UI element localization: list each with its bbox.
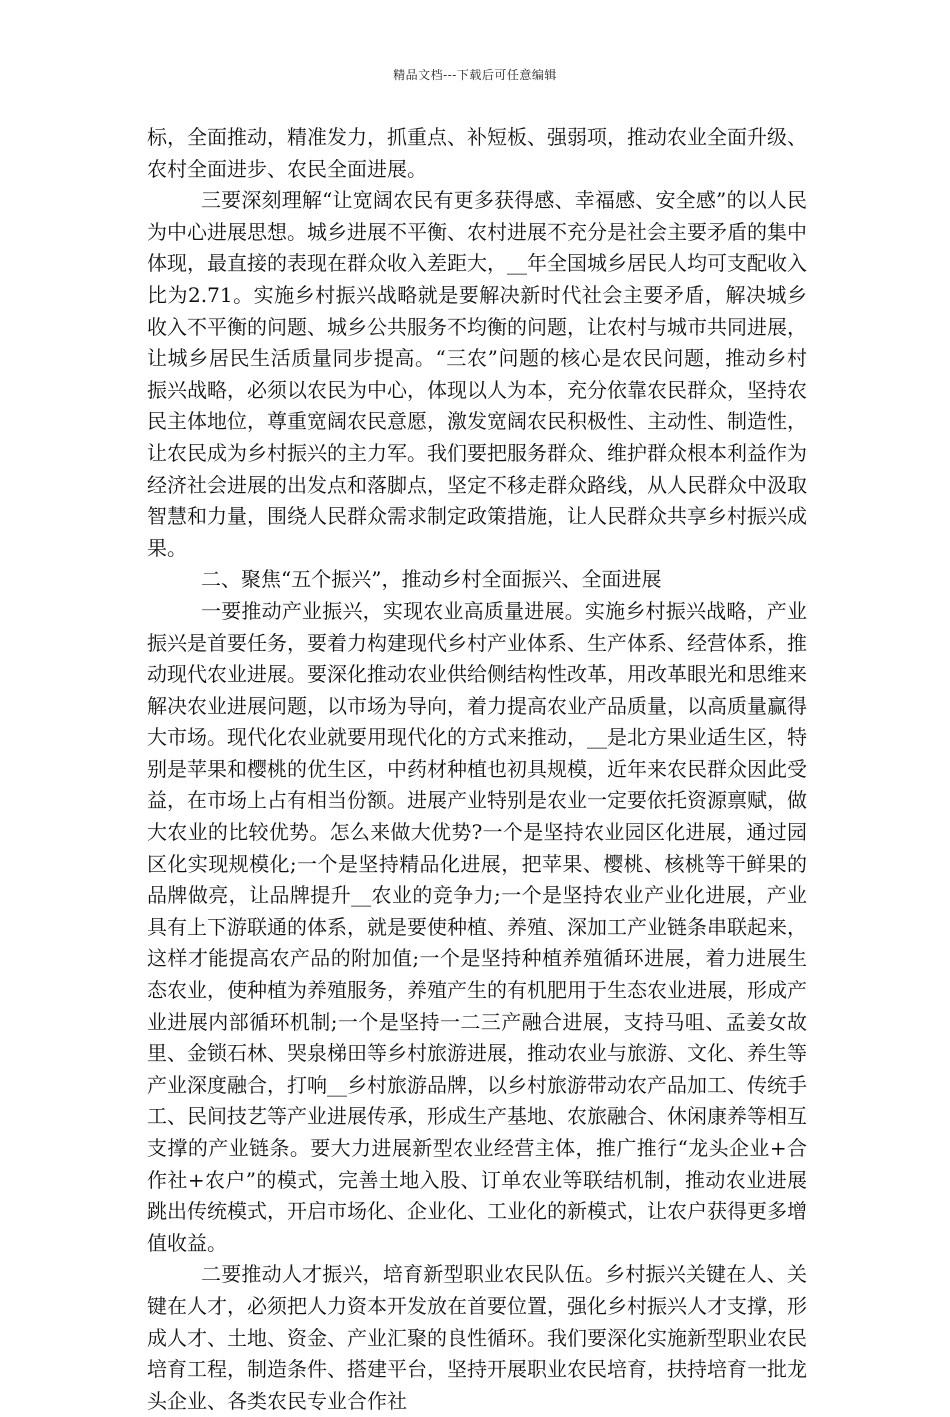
paragraph-continuation: 标，全面推动，精准发力，抓重点、补短板、强弱项，推动农业全面升级、农村全面进步、农民全面进展。 xyxy=(147,125,807,181)
document-body xyxy=(147,122,807,1417)
paragraph-industry-revitalization: 一要推动产业振兴，实现农业高质量进展。实施乡村振兴战略，产业振兴是首要任务，要着力构建现代乡村产业体系、生产体系、经营体系，推动现代农业进展。要深化推动农业供给侧结构性改革，用改革眼光和思维来解决农业进展问题，以市场为导向，着力提高农业产品质量，以高质量赢得大市场。现代化农业就要用现代化的方式来推动，__是北方果业适生区，特别是苹果和樱桃的优生区，中药材种植也初具规模，近年来农民群众因此受益，在市场上占有相当份额。进展产业特别是农业一定要依托资源禀赋，做大农业的比较优势。怎么来做大优势?一个是坚持农业园区化进展，通过园区化实现规模化;一个是坚持精品化进展，把苹果、樱桃、核桃等干鲜果的品牌做亮，让品牌提升__农业的竞争力;一个是坚持农业产业化进展，产业具有上下游联通的体系，就是要使种植、养殖、深加工产业链条串联起来，这样才能提高农产品的附加值;一个是坚持种植养殖循环进展，着力进展生态农业，使种植为养殖服务，养殖产生的有机肥用于生态农业进展，形成产业进展内部循环机制;一个是坚持一二三产融合进展，支持马咀、孟姜女故里、金锁石林、哭泉梯田等乡村旅游进展，推动农业与旅游、文化、养生等产业深度融合，打响__乡村旅游品牌，以乡村旅游带动农产品加工、传统手工、民间技艺等产业进展传承，形成生产基地、农旅融合、休闲康养等相互支撑的产业链条。要大力进展新型农业经营主体，推广推行“龙头企业+合作社+农户”的模式，完善土地入股、订单农业等联结机制，推动农业进展跳出传统模式，开启市场化、企业化、工业化的新模式，让农户获得更多增值收益。 xyxy=(147,598,807,1255)
paragraph-people-centered: 三要深刻理解“让宽阔农民有更多获得感、幸福感、安全感”的以人民为中心进展思想。城乡进展不平衡、农村进展不充分是社会主要矛盾的集中体现，最直接的表现在群众收入差距大，__年全国城乡居民人均可支配收入比为2.71。实施乡村振兴战略就是要解决新时代社会主要矛盾，解决城乡收入不平衡的问题、城乡公共服务不均衡的问题，让农村与城市共同进展，让城乡居民生活质量同步提高。“三农”问题的核心是农民问题，推动乡村振兴战略，必须以农民为中心，体现以人为本，充分依靠农民群众，坚持农民主体地位，尊重宽阔农民意愿，激发宽阔农民积极性、主动性、制造性，让农民成为乡村振兴的主力军。我们要把服务群众、维护群众根本利益作为经济社会进展的出发点和落脚点，坚定不移走群众路线，从人民群众中汲取智慧和力量，围绕人民群众需求制定政策措施，让人民群众共享乡村振兴成果。 xyxy=(147,188,807,560)
paragraph-talent-revitalization: 二要推动人才振兴，培育新型职业农民队伍。乡村振兴关键在人、关键在人才，必须把人力资本开发放在首要位置，强化乡村振兴人才支撑，形成人才、土地、资金、产业汇聚的良性循环。我们要深化实施新型职业农民培育工程，制造条件、搭建平台，坚持开展职业农民培育，扶持培育一批龙头企业、各类农民专业合作社 xyxy=(147,1262,807,1413)
page-header: 精品文档---下载后可任意编辑 xyxy=(393,68,557,82)
section-heading-five-revitalizations: 二、聚焦“五个振兴”，推动乡村全面振兴、全面进展 xyxy=(201,567,662,592)
